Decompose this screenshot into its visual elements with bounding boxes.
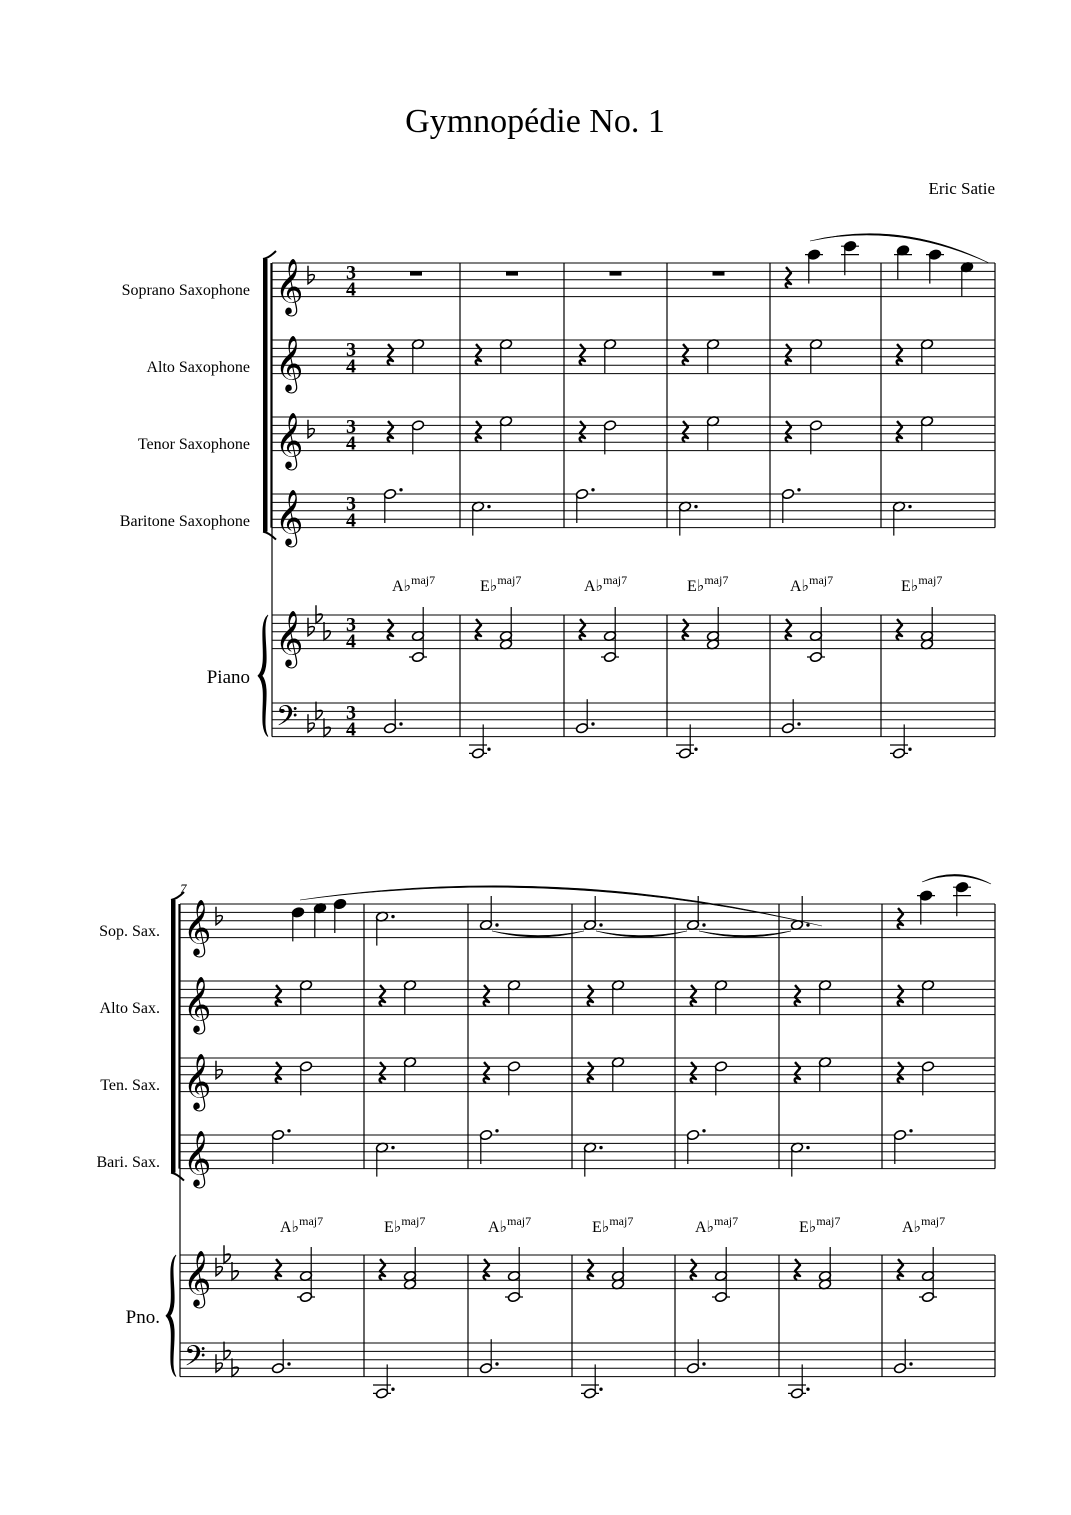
flat-sign <box>316 605 322 623</box>
tie <box>699 931 791 937</box>
augmentation-dot <box>287 1362 290 1365</box>
chord-symbol: E♭$^{maj7}$ <box>799 1214 841 1236</box>
quarter-rest <box>691 1259 696 1280</box>
quarter-rest <box>276 985 281 1006</box>
quarter-rest <box>691 1062 696 1083</box>
quarter-rest <box>786 267 791 288</box>
quarter-rest <box>276 1259 281 1280</box>
quarter-rest <box>388 619 393 640</box>
time-signature-denominator: 4 <box>346 432 356 455</box>
treble-clef: 𝄞 <box>275 335 304 392</box>
chord-symbol: A♭$^{maj7}$ <box>902 1214 946 1236</box>
bass-clef: 𝄢 <box>276 700 298 741</box>
flat-sign <box>224 1342 230 1360</box>
augmentation-dot <box>399 488 402 491</box>
treble-clef: 𝄞 <box>275 610 304 667</box>
instrument-label-baritone: Baritone Saxophone <box>119 513 250 530</box>
instrument-abbr-alto: Alto Sax. <box>99 1000 160 1017</box>
treble-clef: 𝄞 <box>275 489 304 546</box>
quarter-rest <box>388 421 393 442</box>
quarter-rest <box>276 1062 281 1083</box>
flat-sign <box>324 622 330 640</box>
chord-symbol: E♭$^{maj7}$ <box>592 1214 634 1236</box>
slur <box>922 874 991 884</box>
quarter-rest <box>683 421 688 442</box>
chord-symbol: A♭$^{maj7}$ <box>488 1214 532 1236</box>
augmentation-dot <box>487 505 490 508</box>
flat-sign <box>316 702 322 720</box>
chord-symbol: A♭$^{maj7}$ <box>695 1214 739 1236</box>
flat-sign <box>224 1245 230 1263</box>
instrument-abbr-soprano: Sop. Sax. <box>99 923 160 940</box>
whole-rest <box>506 271 518 275</box>
flat-sign <box>308 266 314 284</box>
treble-clef: 𝄞 <box>183 1250 212 1307</box>
quarter-rest <box>898 985 903 1006</box>
augmentation-dot <box>909 1129 912 1132</box>
quarter-rest <box>580 344 585 365</box>
quarter-rest <box>380 1062 385 1083</box>
quarter-rest <box>898 1062 903 1083</box>
time-signature-denominator: 4 <box>346 630 356 653</box>
flat-sign <box>216 1061 222 1079</box>
quarter-rest <box>897 619 902 640</box>
chord-symbol: A♭$^{maj7}$ <box>392 573 436 595</box>
bass-clef: 𝄢 <box>184 1340 206 1381</box>
quarter-rest <box>588 1259 593 1280</box>
quarter-rest <box>683 619 688 640</box>
instrument-abbr-piano: Pno. <box>125 1307 160 1328</box>
score-title: Gymnopédie No. 1 <box>405 103 665 140</box>
quarter-rest <box>484 1062 489 1083</box>
time-signature-numerator: 3 <box>346 415 356 438</box>
augmentation-dot <box>487 748 490 751</box>
augmentation-dot <box>797 488 800 491</box>
augmentation-dot <box>797 722 800 725</box>
flat-sign <box>232 1358 238 1376</box>
quarter-rest <box>476 421 481 442</box>
quarter-rest <box>786 344 791 365</box>
quarter-rest <box>484 985 489 1006</box>
chord-symbol: E♭$^{maj7}$ <box>480 573 522 595</box>
quarter-rest <box>691 985 696 1006</box>
augmentation-dot <box>806 1388 809 1391</box>
treble-clef: 𝄞 <box>183 1130 212 1187</box>
augmentation-dot <box>908 748 911 751</box>
quarter-rest <box>580 421 585 442</box>
treble-clef: 𝄞 <box>275 258 304 315</box>
composer-name: Eric Satie <box>928 179 995 198</box>
augmentation-dot <box>694 505 697 508</box>
flat-sign <box>216 1354 222 1372</box>
sax-bracket <box>263 259 268 532</box>
chord-symbol: A♭$^{maj7}$ <box>584 573 628 595</box>
quarter-rest <box>580 619 585 640</box>
quarter-rest <box>380 1259 385 1280</box>
augmentation-dot <box>909 1362 912 1365</box>
quarter-rest <box>380 985 385 1006</box>
flat-sign <box>324 718 330 736</box>
measure-number: 7 <box>180 881 187 896</box>
augmentation-dot <box>694 748 697 751</box>
whole-rest <box>713 271 725 275</box>
augmentation-dot <box>391 915 394 918</box>
augmentation-dot <box>599 923 602 926</box>
flat-sign <box>308 420 314 438</box>
chord-symbol: E♭$^{maj7}$ <box>687 573 729 595</box>
whole-rest <box>410 271 422 275</box>
time-signature-denominator: 4 <box>346 355 356 378</box>
quarter-rest <box>786 421 791 442</box>
quarter-rest <box>388 344 393 365</box>
quarter-rest <box>795 985 800 1006</box>
chord-symbol: A♭$^{maj7}$ <box>790 573 834 595</box>
instrument-label-tenor: Tenor Saxophone <box>137 436 250 453</box>
time-signature-numerator: 3 <box>346 492 356 515</box>
quarter-rest <box>786 619 791 640</box>
instrument-label-soprano: Soprano Saxophone <box>121 282 250 299</box>
flat-sign <box>232 1262 238 1280</box>
instrument-label-piano: Piano <box>206 667 250 688</box>
quarter-rest <box>898 908 903 929</box>
augmentation-dot <box>702 1362 705 1365</box>
quarter-rest <box>683 344 688 365</box>
time-signature-numerator: 3 <box>346 613 356 636</box>
sax-bracket <box>171 900 176 1173</box>
augmentation-dot <box>702 923 705 926</box>
treble-clef: 𝄞 <box>183 899 212 956</box>
augmentation-dot <box>399 722 402 725</box>
augmentation-dot <box>908 505 911 508</box>
quarter-rest <box>588 1062 593 1083</box>
instrument-abbr-baritone: Bari. Sax. <box>96 1154 160 1171</box>
time-signature-numerator: 3 <box>346 338 356 361</box>
flat-sign <box>216 907 222 925</box>
treble-clef: 𝄞 <box>275 412 304 469</box>
treble-clef: 𝄞 <box>183 1053 212 1110</box>
augmentation-dot <box>591 488 594 491</box>
augmentation-dot <box>495 1129 498 1132</box>
flat-sign <box>308 714 314 732</box>
quarter-rest <box>897 344 902 365</box>
flat-sign <box>216 1258 222 1276</box>
chord-symbol: A♭$^{maj7}$ <box>280 1214 324 1236</box>
quarter-rest <box>476 344 481 365</box>
augmentation-dot <box>806 923 809 926</box>
flat-sign <box>308 618 314 636</box>
tie <box>492 931 584 937</box>
notation-layer <box>166 234 995 1399</box>
augmentation-dot <box>391 1146 394 1149</box>
augmentation-dot <box>591 722 594 725</box>
augmentation-dot <box>287 1129 290 1132</box>
tie <box>596 931 687 937</box>
quarter-rest <box>588 985 593 1006</box>
chord-symbol: E♭$^{maj7}$ <box>384 1214 426 1236</box>
quarter-rest <box>795 1062 800 1083</box>
augmentation-dot <box>495 923 498 926</box>
time-signature-denominator: 4 <box>346 509 356 532</box>
augmentation-dot <box>391 1388 394 1391</box>
quarter-rest <box>476 619 481 640</box>
time-signature-numerator: 3 <box>346 701 356 724</box>
augmentation-dot <box>599 1388 602 1391</box>
augmentation-dot <box>599 1146 602 1149</box>
instrument-abbr-tenor: Ten. Sax. <box>100 1077 160 1094</box>
piano-brace <box>166 1255 176 1377</box>
instrument-label-alto: Alto Saxophone <box>146 359 250 376</box>
augmentation-dot <box>806 1146 809 1149</box>
time-signature-numerator: 3 <box>346 261 356 284</box>
augmentation-dot <box>702 1129 705 1132</box>
time-signature-denominator: 4 <box>346 278 356 301</box>
quarter-rest <box>898 1259 903 1280</box>
time-signature-denominator: 4 <box>346 718 356 741</box>
augmentation-dot <box>495 1362 498 1365</box>
quarter-rest <box>484 1259 489 1280</box>
quarter-rest <box>795 1259 800 1280</box>
quarter-rest <box>897 421 902 442</box>
piano-brace <box>258 615 268 737</box>
treble-clef: 𝄞 <box>183 976 212 1033</box>
chord-symbol: E♭$^{maj7}$ <box>901 573 943 595</box>
whole-rest <box>610 271 622 275</box>
